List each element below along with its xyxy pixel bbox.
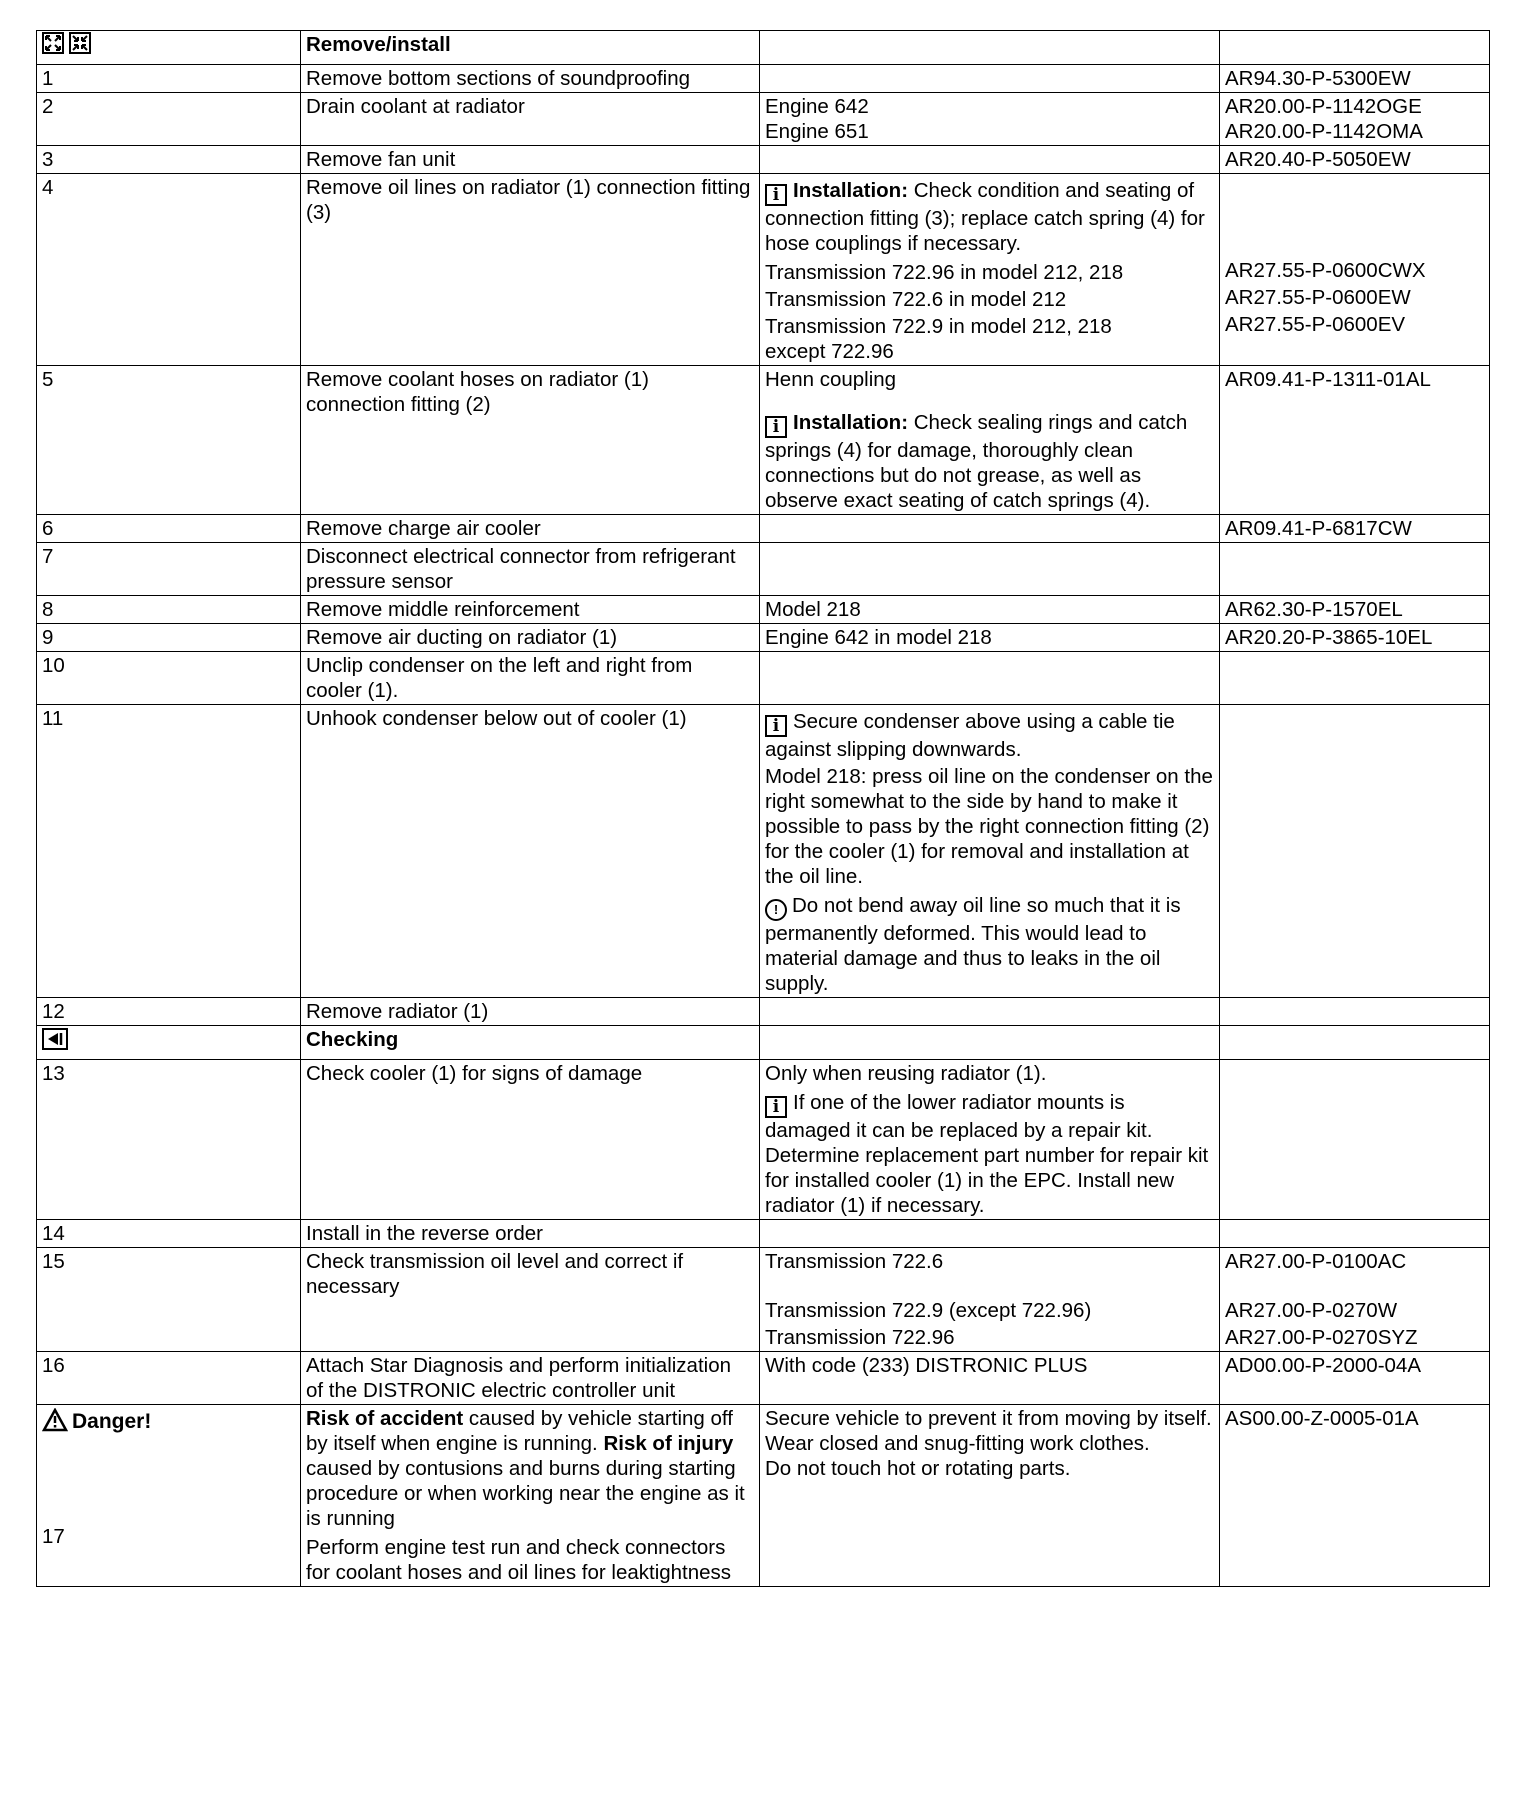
note-text: Henn coupling bbox=[765, 368, 897, 391]
safety-measure: Secure vehicle to prevent it from moving by itself. bbox=[765, 1407, 1212, 1430]
warning-note: ! Do not bend away oil line so much that it is permanently deformed. This would lead to material damage and thus to leaks in the oil supply. bbox=[765, 894, 1181, 995]
step-action: Remove oil lines on radiator (1) connection fitting (3) bbox=[301, 174, 760, 366]
danger-text: Risk of accident caused by vehicle starting off by itself when engine is running. Risk of injury caused by contusions and burns during starting procedure or when working near the engine as it is running bbox=[306, 1407, 745, 1530]
step-action: Check cooler (1) for signs of damage bbox=[301, 1060, 760, 1220]
step-number: 12 bbox=[37, 998, 301, 1026]
reference-code: AR27.00-P-0100AC bbox=[1225, 1250, 1407, 1273]
reference-code: AR20.00-P-1142OMA bbox=[1225, 120, 1423, 143]
info-note: i Installation: Check sealing rings and catch springs (4) for damage, thoroughly clean connections but do not grease, as well as observe exact seating of catch springs (4). bbox=[765, 411, 1188, 512]
table-row bbox=[37, 1352, 1490, 1405]
step-action: Remove middle reinforcement bbox=[301, 596, 760, 624]
table-row bbox=[37, 146, 1490, 174]
reference-code: AR62.30-P-1570EL bbox=[1220, 596, 1490, 624]
step-number: 7 bbox=[37, 543, 301, 596]
step-number: 2 bbox=[37, 93, 301, 146]
procedure-table bbox=[36, 30, 1490, 1587]
table-row bbox=[37, 543, 1490, 596]
remove-icon bbox=[42, 32, 64, 54]
reference-code: AR27.55-P-0600CWX bbox=[1225, 259, 1426, 282]
step-number: 6 bbox=[37, 515, 301, 543]
table-row bbox=[37, 366, 1490, 515]
note-text: Engine 642 in model 218 bbox=[760, 624, 1220, 652]
step-number: 8 bbox=[37, 596, 301, 624]
table-row bbox=[37, 1060, 1490, 1220]
table-row bbox=[37, 1220, 1490, 1248]
step-number: 13 bbox=[37, 1060, 301, 1220]
safety-measure: Do not touch hot or rotating parts. bbox=[765, 1457, 1071, 1480]
note-text: Only when reusing radiator (1). bbox=[765, 1062, 1047, 1085]
reference-code: AR09.41-P-1311-01AL bbox=[1220, 366, 1490, 515]
note-text: Transmission 722.6 bbox=[765, 1250, 944, 1273]
step-number: 3 bbox=[37, 146, 301, 174]
install-icon bbox=[69, 32, 91, 54]
step-action: Remove air ducting on radiator (1) bbox=[301, 624, 760, 652]
step-number: 15 bbox=[37, 1248, 301, 1352]
step-number: 14 bbox=[37, 1220, 301, 1248]
table-row bbox=[37, 174, 1490, 366]
reference-code: AR27.00-P-0270SYZ bbox=[1225, 1326, 1418, 1349]
note-text: Transmission 722.96 bbox=[765, 1326, 955, 1349]
danger-triangle-icon bbox=[42, 1408, 68, 1432]
step-action: Remove charge air cooler bbox=[301, 515, 760, 543]
info-note: i Secure condenser above using a cable tie against slipping downwards. bbox=[765, 710, 1175, 761]
safety-measure: Wear closed and snug-fitting work clothes. bbox=[765, 1432, 1150, 1455]
note-text: Transmission 722.96 in model 212, 218 bbox=[765, 261, 1124, 284]
reference-code: AR20.00-P-1142OGE bbox=[1225, 95, 1422, 118]
table-row bbox=[37, 705, 1490, 998]
reference-code: AR94.30-P-5300EW bbox=[1220, 65, 1490, 93]
step-number: 16 bbox=[37, 1352, 301, 1405]
table-row bbox=[37, 65, 1490, 93]
reference-code: AR20.40-P-5050EW bbox=[1220, 146, 1490, 174]
note-text: Engine 651 bbox=[765, 120, 869, 143]
reference-code: AD00.00-P-2000-04A bbox=[1220, 1352, 1490, 1405]
step-action: Remove bottom sections of soundproofing bbox=[301, 65, 760, 93]
reference-code: AR09.41-P-6817CW bbox=[1220, 515, 1490, 543]
table-row bbox=[37, 93, 1490, 146]
step-action: Install in the reverse order bbox=[301, 1220, 760, 1248]
note-text: With code (233) DISTRONIC PLUS bbox=[760, 1352, 1220, 1405]
note-text: Model 218 bbox=[760, 596, 1220, 624]
step-number: 9 bbox=[37, 624, 301, 652]
step-action: Attach Star Diagnosis and perform initialization of the DISTRONIC electric controller unit bbox=[301, 1352, 760, 1405]
checking-icon bbox=[42, 1028, 68, 1050]
step-action: Remove coolant hoses on radiator (1) connection fitting (2) bbox=[301, 366, 760, 515]
table-row bbox=[37, 998, 1490, 1026]
table-row-danger bbox=[37, 1405, 1490, 1587]
note-text: Transmission 722.9 (except 722.96) bbox=[765, 1299, 1092, 1322]
info-icon: i bbox=[765, 416, 787, 438]
table-row bbox=[37, 1248, 1490, 1352]
step-number: 17 bbox=[42, 1525, 65, 1548]
table-row bbox=[37, 515, 1490, 543]
step-number: 11 bbox=[37, 705, 301, 998]
reference-code: AS00.00-Z-0005-01A bbox=[1220, 1405, 1490, 1587]
note-text: Model 218: press oil line on the condenser on the right somewhat to the side by hand to make it possible to pass by the right connection fitting (2) for the cooler (1) for removal and installation at the oil line. bbox=[765, 765, 1213, 888]
step-number: 10 bbox=[37, 652, 301, 705]
step-action: Check transmission oil level and correct if necessary bbox=[301, 1248, 760, 1352]
table-row bbox=[37, 652, 1490, 705]
reference-code: AR27.55-P-0600EW bbox=[1225, 286, 1411, 309]
step-action: Remove fan unit bbox=[301, 146, 760, 174]
info-note: i If one of the lower radiator mounts is damaged it can be replaced by a repair kit. Determine replacement part number for repair kit for installed cooler (1) in the EPC. Install new radiator (1) if necessary. bbox=[765, 1091, 1209, 1217]
section-header-row bbox=[37, 1026, 1490, 1060]
step-number: 5 bbox=[37, 366, 301, 515]
reference-code: AR27.00-P-0270W bbox=[1225, 1299, 1398, 1322]
info-note: i Installation: Check condition and seating of connection fitting (3); replace catch spring (4) for hose couplings if necessary. bbox=[765, 179, 1205, 255]
table-header-row bbox=[37, 31, 1490, 65]
step-action: Perform engine test run and check connectors for coolant hoses and oil lines for leaktightness bbox=[306, 1536, 732, 1584]
step-action: Drain coolant at radiator bbox=[301, 93, 760, 146]
table-row bbox=[37, 624, 1490, 652]
info-icon: i bbox=[765, 1096, 787, 1118]
note-text: Transmission 722.9 in model 212, 218 except 722.96 bbox=[765, 315, 1112, 363]
step-action: Unclip condenser on the left and right from cooler (1). bbox=[301, 652, 760, 705]
note-text: Transmission 722.6 in model 212 bbox=[765, 288, 1067, 311]
info-icon: i bbox=[765, 715, 787, 737]
table-row bbox=[37, 596, 1490, 624]
danger-label: Danger! bbox=[42, 1408, 294, 1434]
section-title-checking: Checking bbox=[301, 1026, 760, 1060]
step-action: Disconnect electrical connector from refrigerant pressure sensor bbox=[301, 543, 760, 596]
reference-code: AR20.20-P-3865-10EL bbox=[1220, 624, 1490, 652]
note-text: Engine 642 bbox=[765, 95, 869, 118]
step-number: 1 bbox=[37, 65, 301, 93]
step-number: 4 bbox=[37, 174, 301, 366]
info-icon: i bbox=[765, 184, 787, 206]
step-action: Remove radiator (1) bbox=[301, 998, 760, 1026]
step-action: Unhook condenser below out of cooler (1) bbox=[301, 705, 760, 998]
section-title-remove-install: Remove/install bbox=[301, 31, 760, 65]
reference-code: AR27.55-P-0600EV bbox=[1225, 313, 1406, 336]
caution-icon: ! bbox=[765, 899, 787, 921]
